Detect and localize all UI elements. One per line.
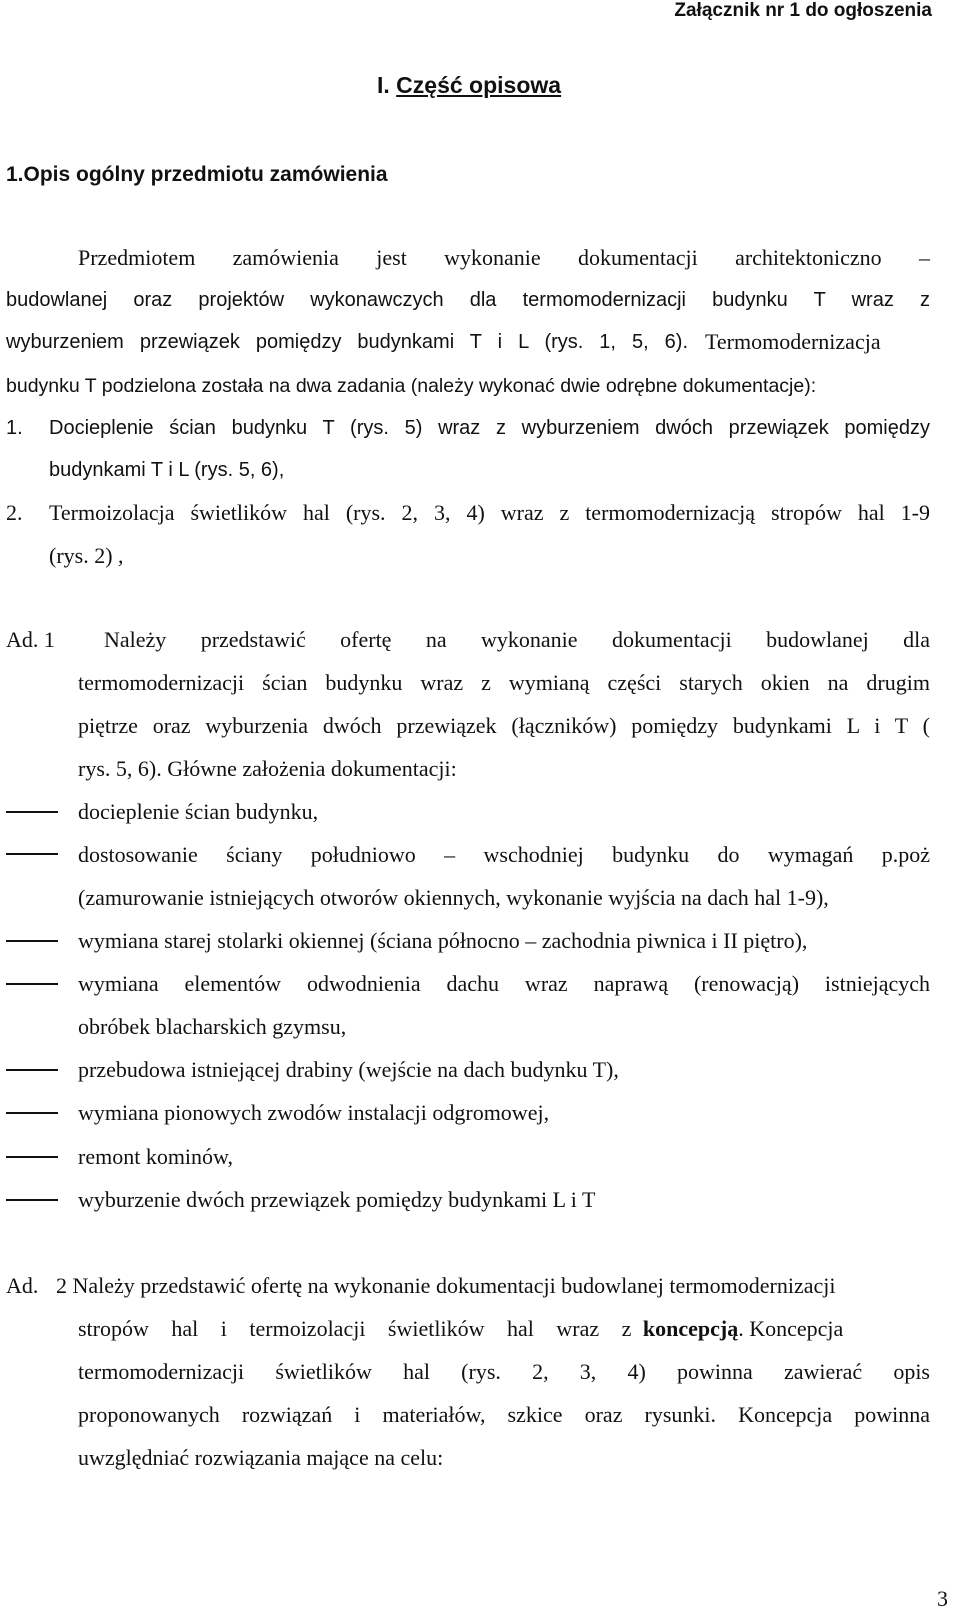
- dash-bullet: [6, 983, 58, 985]
- intro-line-1: Przedmiotem zamówienia jest wykonanie dokumentacji architektoniczno –: [78, 245, 930, 270]
- dash-bullet: [6, 940, 58, 942]
- ad2-line: proponowanych rozwiązań i materiałów, szkice oraz rysunki. Koncepcja powinna: [78, 1402, 930, 1427]
- list-item: docieplenie ścian budynku,: [78, 799, 319, 824]
- ad1-line: piętrze oraz wyburzenia dwóch przewiązek (łączników) pomiędzy budynkami L i T (: [78, 713, 930, 738]
- intro-line-4: budynku T podzielona została na dwa zadania (należy wykonać dwie odrębne dokumentacje):: [6, 375, 817, 397]
- dash-bullet: [6, 1069, 58, 1071]
- concept-emphasis: koncepcją: [642, 1316, 739, 1341]
- section-title-text: Część opisowa: [396, 72, 562, 98]
- ad2-line: termomodernizacji świetlików hal (rys. 2, 3, 4) powinna zawierać opis: [78, 1359, 930, 1384]
- annex-note: Załącznik nr 1 do ogłoszenia: [674, 0, 932, 21]
- section-number: I.: [377, 72, 390, 98]
- ad2-label: Ad.: [6, 1273, 39, 1298]
- dash-bullet: [6, 1199, 58, 1201]
- ad2-line-2-pre: stropów hal i termoizolacji świetlików hal wraz z: [78, 1316, 632, 1341]
- ad2-line: 2 Należy przedstawić ofertę na wykonanie dokumentacji budowlanej termomodernizacji: [56, 1273, 836, 1298]
- ad1-line: Należy przedstawić ofertę na wykonanie dokumentacji budowlanej dla: [104, 627, 930, 652]
- subsection-title: 1.Opis ogólny przedmiotu zamówienia: [6, 163, 388, 186]
- task-number: 2.: [6, 500, 23, 525]
- list-item-cont: (zamurowanie istniejących otworów okiennych, wykonanie wyjścia na dach hal 1-9),: [78, 885, 829, 910]
- dash-bullet: [6, 853, 58, 855]
- ad1-line: termomodernizacji ścian budynku wraz z wymianą części starych okien na drugim: [78, 670, 930, 695]
- list-item: wymiana starej stolarki okiennej (ściana północno – zachodnia piwnica i II piętro),: [78, 928, 808, 953]
- ad2-line-2: [78, 1316, 930, 1342]
- list-item-cont: obróbek blacharskich gzymsu,: [78, 1014, 347, 1039]
- list-item: dostosowanie ściany południowo – wschodniej budynku do wymagań p.poż: [78, 842, 930, 867]
- list-item: wymiana elementów odwodnienia dachu wraz naprawą (renowacją) istniejących: [78, 971, 930, 996]
- dash-bullet: [6, 1112, 58, 1114]
- section-title: [377, 72, 561, 99]
- ad1-label: Ad. 1: [6, 627, 55, 652]
- intro-line-3b: Termomodernizacja: [705, 329, 881, 354]
- intro-line-3: wyburzeniem przewiązek pomiędzy budynkami T i L (rys. 1, 5, 6).: [6, 331, 688, 353]
- list-item: przebudowa istniejącej drabiny (wejście na dach budynku T),: [78, 1057, 619, 1082]
- list-item: wyburzenie dwóch przewiązek pomiędzy budynkami L i T: [78, 1187, 596, 1212]
- ad2-line: uwzględniać rozwiązania mające na celu:: [78, 1445, 444, 1470]
- task-line-cont: budynkami T i L (rys. 5, 6),: [49, 459, 285, 481]
- task-line: Docieplenie ścian budynku T (rys. 5) wraz z wyburzeniem dwóch przewiązek pomiędzy: [49, 417, 930, 439]
- dash-bullet: [6, 1156, 58, 1158]
- task-number: 1.: [6, 417, 23, 439]
- ad2-line-2-post: . Koncepcja: [738, 1316, 844, 1341]
- list-item: remont kominów,: [78, 1144, 233, 1169]
- list-item: wymiana pionowych zwodów instalacji odgromowej,: [78, 1100, 550, 1125]
- task-line: Termoizolacja świetlików hal (rys. 2, 3, 4) wraz z termomodernizacją stropów hal 1-9: [49, 500, 930, 525]
- dash-bullet: [6, 811, 58, 813]
- page-number: 3: [937, 1586, 948, 1611]
- task-line-cont: (rys. 2) ,: [49, 543, 124, 568]
- ad1-line: rys. 5, 6). Główne założenia dokumentacji:: [78, 756, 457, 781]
- intro-line-2: budowlanej oraz projektów wykonawczych dla termomodernizacji budynku T wraz z: [6, 289, 930, 311]
